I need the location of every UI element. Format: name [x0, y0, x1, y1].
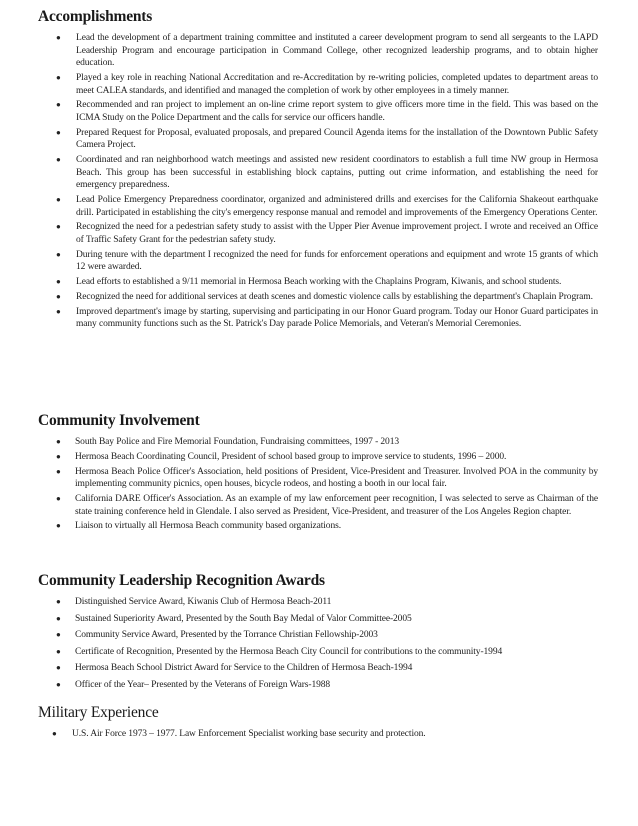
list-item	[38, 154, 598, 192]
bullet-icon: ●	[56, 222, 61, 232]
bullet-icon: ●	[56, 155, 61, 165]
bullet-icon: ●	[56, 437, 61, 446]
list-item-text: Lead Police Emergency Preparedness coordinator, organized and administered drills and exercises for the California Shakeout earthquake drill. Participated in establishing the city's emergency response manual and remodel and improvements of the Emergency Operations Center.	[76, 195, 598, 218]
list-item	[38, 629, 598, 642]
accomplishments-section	[38, 8, 598, 333]
bullet-icon: ●	[56, 100, 61, 110]
list-item-text: Community Service Award, Presented by the Torrance Christian Fellowship-2003	[75, 630, 378, 641]
list-item-text: Played a key role in reaching National Accreditation and re-Accreditation by re-writing policies, completed updates to department areas to meet CALEA standards, and identified and managed the completion of work by other employees in a timely manner.	[76, 72, 598, 96]
list-item-text: Recognized the need for additional services at death scenes and domestic violence calls by establishing the department's Chaplain Program.	[76, 291, 593, 302]
list-item	[38, 613, 598, 626]
bullet-icon: ●	[56, 33, 61, 42]
list-item	[38, 520, 598, 533]
bullet-icon: ●	[56, 630, 61, 640]
list-item-text: Liaison to virtually all Hermosa Beach community based organizations.	[75, 521, 341, 532]
list-item	[38, 436, 598, 449]
bullet-icon: ●	[56, 277, 61, 287]
bullet-icon: ●	[52, 729, 57, 738]
list-item-text: Recognized the need for a pedestrian safety study to assist with the Upper Pier Avenue improvement project. I wrote and received an Office of Traffic Safety Grant for the pedestrian safety study.	[76, 222, 598, 246]
leadership-awards-heading: Community Leadership Recognition Awards	[38, 572, 325, 589]
list-item-text: During tenure with the department I recognized the need for funds for enforcement operations and equipment and wrote 15 grants of which 12 were awarded.	[76, 249, 598, 273]
community-involvement-list	[38, 436, 598, 533]
list-item	[38, 451, 598, 464]
bullet-icon: ●	[56, 291, 61, 301]
community-involvement-heading: Community Involvement	[38, 412, 200, 429]
list-item	[38, 249, 598, 274]
list-item-text: Hermosa Beach Police Officer's Association, held positions of President, Vice-President and Treasurer. Involved POA in the community by implementing community picnics, open houses, bicycle rodeos, and hosting a booth in our local fair.	[75, 466, 598, 490]
list-item	[38, 662, 598, 675]
military-heading: Military Experience	[38, 704, 159, 721]
list-item	[38, 32, 598, 70]
military-section	[38, 704, 598, 743]
bullet-icon: ●	[56, 493, 61, 503]
bullet-icon: ●	[56, 466, 61, 476]
bullet-icon: ●	[56, 72, 61, 82]
list-item	[38, 646, 598, 659]
list-item	[38, 127, 598, 152]
bullet-icon: ●	[56, 521, 61, 531]
list-item	[38, 99, 598, 124]
list-item-text: U.S. Air Force 1973 – 1977. Law Enforcement Specialist working base security and protection.	[72, 729, 426, 739]
list-item	[38, 596, 598, 609]
bullet-icon: ●	[56, 451, 61, 461]
leadership-awards-list	[38, 596, 598, 692]
bullet-icon: ●	[56, 249, 61, 259]
list-item	[38, 72, 598, 97]
list-item	[38, 194, 598, 219]
bullet-icon: ●	[56, 597, 61, 606]
list-item	[38, 221, 598, 246]
list-item-text: South Bay Police and Fire Memorial Foundation, Fundraising committees, 1997 - 2013	[75, 437, 400, 447]
accomplishments-list	[38, 32, 598, 331]
bullet-icon: ●	[56, 195, 61, 205]
list-item-text: Improved department's image by starting, supervising and participating in our Honor Guard program. Today our Honor Guard participates in many community functions such as the St. Patrick's Day parade Police Memorials, and Veteran's Memorial Ceremonies.	[76, 306, 598, 330]
list-item	[38, 728, 598, 741]
list-item	[38, 493, 598, 518]
list-item	[38, 291, 598, 304]
list-item	[38, 276, 598, 289]
military-list	[38, 728, 598, 741]
bullet-icon: ●	[56, 663, 61, 673]
list-item-text: Certificate of Recognition, Presented by the Hermosa Beach City Council for contributions to the community-1994	[75, 646, 503, 657]
bullet-icon: ●	[56, 127, 61, 137]
bullet-icon: ●	[56, 306, 61, 316]
list-item-text: California DARE Officer's Association. As an example of my law enforcement peer recognition, I was selected to serve as Chairman of the state training conference held in Glendale. I also served as President, Vice-President, and treasurer of the Los Angeles Region chapter.	[75, 493, 598, 517]
list-item-text: Coordinated and ran neighborhood watch meetings and assisted new resident coordinators to establish a full time NW group in Hermosa Beach. This group has been successful in establishing block captains, putting out crime information, and establishing the need for emergency preparedness.	[76, 155, 598, 191]
list-item-text: Officer of the Year– Presented by the Veterans of Foreign Wars-1988	[75, 679, 331, 690]
list-item-text: Prepared Request for Proposal, evaluated proposals, and prepared Council Agenda items for the installation of the Downtown Public Safety Camera Project.	[76, 127, 598, 151]
list-item-text: Sustained Superiority Award, Presented by the South Bay Medal of Valor Committee-2005	[75, 613, 412, 624]
list-item-text: Lead efforts to established a 9/11 memorial in Hermosa Beach working with the Chaplains Program, Kiwanis, and school students.	[76, 277, 562, 288]
list-item-text: Hermosa Beach Coordinating Council, President of school based group to improve service to students, 1996 – 2000.	[75, 451, 507, 462]
list-item	[38, 306, 598, 331]
bullet-icon: ●	[56, 646, 61, 656]
leadership-awards-section	[38, 572, 598, 696]
list-item	[38, 466, 598, 491]
bullet-icon: ●	[56, 613, 61, 623]
list-item-text: Lead the development of a department training committee and instituted a career development program to send all sergeants to the LAPD Leadership Program and encourage participation in Command College, other recognized leadership programs, and to obtain higher education.	[76, 33, 598, 69]
bullet-icon: ●	[56, 679, 61, 689]
list-item-text: Recommended and ran project to implement an on-line crime report system to give officers more time in the field. This was based on the ICMA Study on the Police Department and the calls for service our officers handle.	[76, 100, 598, 123]
list-item-text: Hermosa Beach School District Award for Service to the Children of Hermosa Beach-1994	[75, 663, 413, 674]
accomplishments-heading: Accomplishments	[38, 8, 153, 25]
community-involvement-section	[38, 412, 598, 535]
list-item	[38, 679, 598, 692]
list-item-text: Distinguished Service Award, Kiwanis Club of Hermosa Beach-2011	[75, 597, 332, 607]
